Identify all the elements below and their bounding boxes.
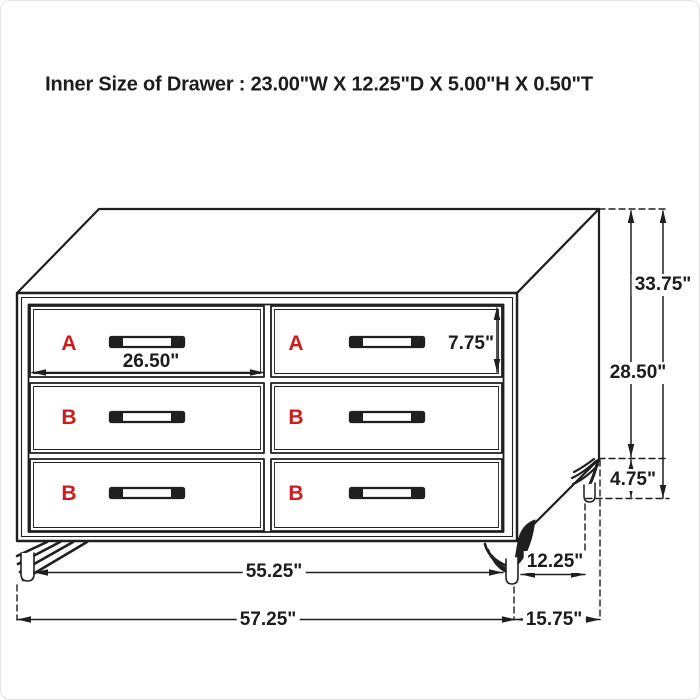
dimension-body-height: 28.50" <box>607 362 670 384</box>
dimension-drawer-front-width: 26.50" <box>122 351 180 372</box>
page-title: Inner Size of Drawer : 23.00"W X 12.25"D X 5.00"H X 0.50"T <box>45 73 593 96</box>
drawer-label-bottom-left: B <box>61 482 77 505</box>
cabinet-front-face <box>17 293 517 541</box>
handle <box>350 337 424 347</box>
front-left-leg <box>17 542 87 581</box>
handle <box>350 412 424 422</box>
dimension-overall-width: 57.25" <box>237 609 300 631</box>
drawer-label-top-right: A <box>288 332 304 355</box>
handle <box>350 488 424 498</box>
dresser-line-art <box>1 1 700 700</box>
dimension-overall-height: 33.75" <box>632 274 695 296</box>
drawer-label-middle-right: B <box>288 406 304 429</box>
cabinet-top-face <box>17 209 599 293</box>
dimension-leg-height: 4.75" <box>607 469 659 491</box>
dimension-front-leg-span: 55.25" <box>243 561 306 583</box>
drawer-label-bottom-right: B <box>288 482 304 505</box>
drawer-label-top-left: A <box>61 332 77 355</box>
dimension-drawer-front-height: 7.75" <box>448 333 494 354</box>
handle <box>110 412 184 422</box>
handle <box>110 488 184 498</box>
dimension-overall-depth: 15.75" <box>523 609 586 631</box>
dimension-side-leg-span: 12.25" <box>524 551 587 573</box>
drawer-label-middle-left: B <box>61 406 77 429</box>
handle <box>110 337 184 347</box>
